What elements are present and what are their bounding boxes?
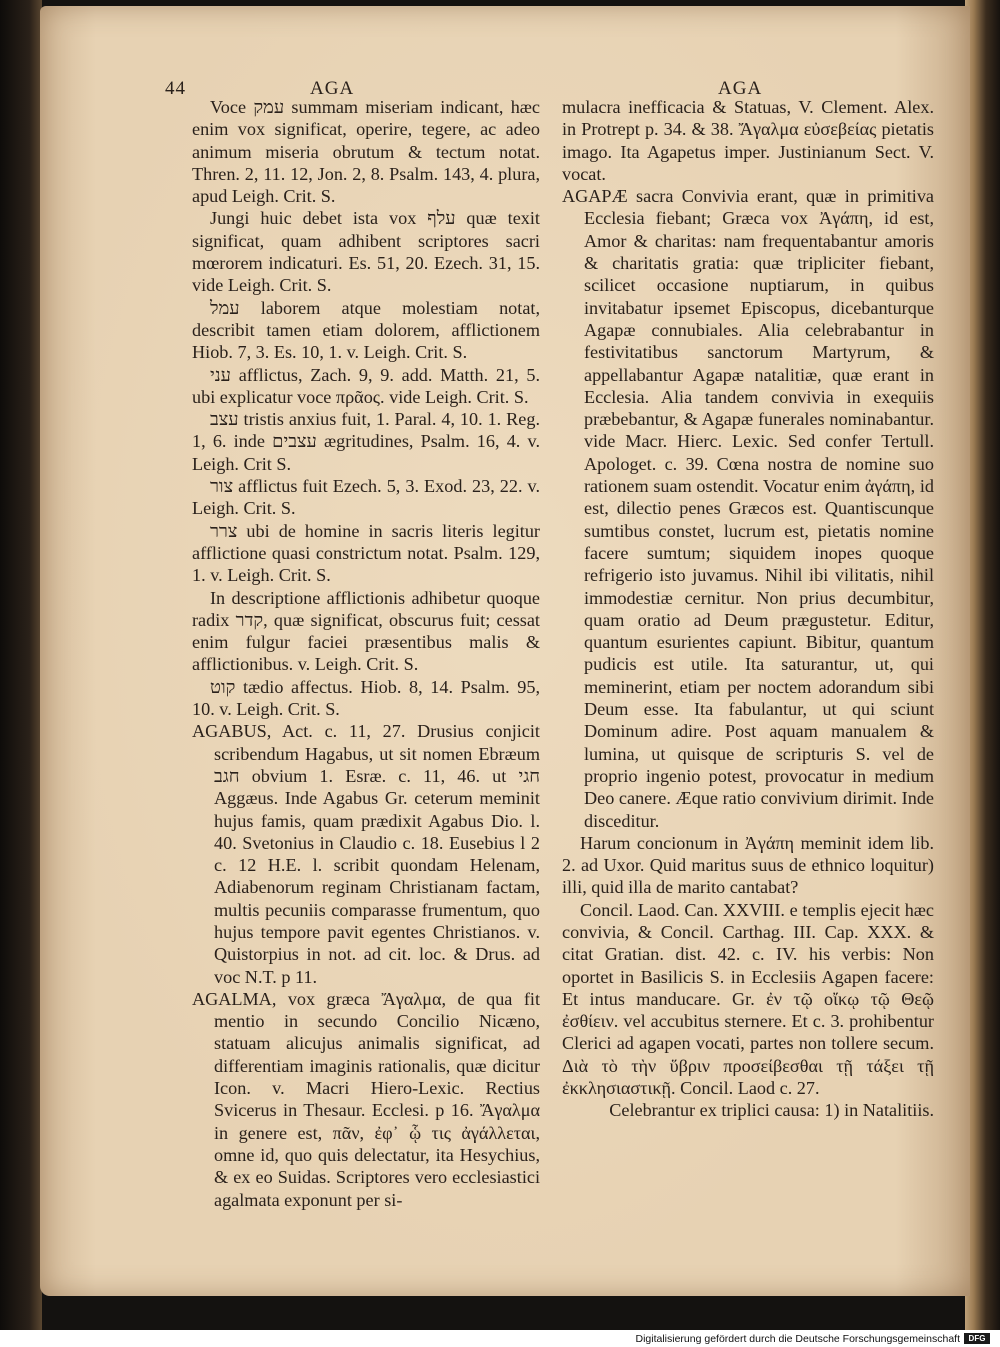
digitization-credit: Digitalisierung gefördert durch die Deutsche Forschungsgemeinschaft [635,1333,960,1345]
scan-edge-left [0,0,42,1330]
entry-paragraph: Celebrantur ex triplici causa: 1) in Natalitiis. [609,1100,934,1121]
entry-paragraph: Voce עמק summam miseriam indicant, hæc enim vox significat, operire, tegere, ac adeo animum miseria obrutum & tectum notat. Thren. 2, 11. 12, Jon. 2, 8. Psalm. 143, 4. plura, apud Leigh. Crit. S. [192,97,541,207]
right-column [562,96,934,1122]
entry-agabus: AGABUS, Act. c. 11, 27. Drusius conjicit scribendum Hagabus, ut sit nomen Ebræum חגב obvium 1. Esræ. c. 11, 46. ut חגי Aggæus. Inde Agabus Gr. ceterum meminit hujus famis, quam prædixit Agabus Dio. l. 40. Svetonius in Claudio c. 18. Eusebius l 2 c. 12 H.E. l. scribit quondam Helenam, Adiabenorum reginam Christianam factam, multis pecuniis comparasse frumentum, quo hujus tempore pavit egentes Christianos. v. Quistorpius in not. ad cit. loc. & Drus. ad voc N.T. p 11. [192,721,540,987]
running-head-left: AGA [310,78,355,99]
entry-paragraph: עמל laborem atque molestiam notat, describit tamen etiam dolorem, afflictionem Hiob. 7, 3. Es. 10, 1. v. Leigh. Crit. S. [192,297,540,363]
entry-paragraph: עני afflictus, Zach. 9, 9. add. Matth. 21, 5. ubi explicatur voce πρᾶος. vide Leigh. Crit. S. [192,364,540,407]
entry-paragraph: עצב tristis anxius fuit, 1. Paral. 4, 10. 1. Reg. 1, 6. inde עצבים ægritudines, Psalm. 16, 4. v. Leigh. Crit S. [192,409,540,474]
entry-paragraph: צרר ubi de homine in sacris literis legitur afflictione quasi constrictum notat. Psalm. 129, 1. v. Leigh. Crit. S. [192,520,540,586]
dfg-logo: DFG [964,1333,990,1344]
entry-paragraph: Concil. Laod. Can. XXVIII. e templis ejecit hæc convivia, & Concil. Carthag. III. Cap. XXX. & citat Gratian. dist. 42. c. IV. his verbis: Non oportet in Basilicis S. in Ecclesiis Agapen facere: Et intus manducare. Gr. ἐν τῷ οἴκῳ τῷ Θεῷ ἐσθίειν. vel accubitus sternere. Et c. 3. prohibentur Clerici ad agapen vocati, partes non tollere secum. Διὰ τὸ τὴν ὕβριν προσείβεσθαι τῇ τάξει τῇ ἐκκλησιαστικῇ. Concil. Laod c. 27. [562,899,934,1099]
entry-paragraph: Jungi huic debet ista vox עלף quæ texit significat, quam adhibent scriptores sacri mœrorem indicaturi. Es. 51, 20. Ezech. 31, 15. vide Leigh. Crit. S. [192,208,540,296]
entry-paragraph: צור afflictus fuit Ezech. 5, 3. Exod. 23, 22. v. Leigh. Crit. S. [192,476,540,519]
scan-edge-right [965,0,1000,1330]
page-number: 44 [165,78,186,99]
entry-paragraph: mulacra inefficacia & Statuas, V. Clement. Alex. in Protrept p. 34. & 38. Ἄγαλμα εὐσεβείας pietatis imago. Ita Agapetus imper. Justinianum Sect. V. vocat. [562,97,934,184]
running-head-right: AGA [718,78,763,99]
entry-paragraph: Harum concionum in Ἀγάπη meminit idem lib. 2. ad Uxor. Quid maritus suus de ethnico loquitur) illi, quid illa de marito cantabat? [562,832,934,898]
entry-paragraph: קוט tædio affectus. Hiob. 8, 14. Psalm. 95, 10. v. Leigh. Crit. S. [192,676,540,720]
left-column [192,96,540,1211]
entry-agalma: AGALMA, vox græca Ἄγαλμα, de qua fit mentio in secundo Concilio Nicæno, statuam alicujus animalis significat, ad differentiam imaginis rationalis, quæ dicitur Icon. v. Macri Hiero-Lexic. Rectius Svicerus in Thesaur. Ecclesi. p 16. Ἄγαλμα in genere est, πᾶν, ἐφ᾽ ᾧ τις ἀγάλλεται, omne id, quo quis delectatur, ita Hesychius, & ex eo Suidas. Scriptores vero ecclesiastici agalmata exponunt per si- [192,988,540,1210]
entry-paragraph: In descriptione afflictionis adhibetur quoque radix קדר, quæ significat, obscurus fuit; cessat enim fulgur faciei præsentibus malis & afflictionibus. v. Leigh. Crit. S. [192,587,540,675]
entry-agapae: AGAPÆ sacra Convivia erant, quæ in primitiva Ecclesia fiebant; Græca vox Ἀγάπη, id est, Amor & charitas: nam frequentabantur amoris & charitatis gratia: quæ tripliciter fiebant, scilicet occasione nuptiarum, in quibus invitabatur ipsemet Episcopus, dicebanturque Agapæ connubiales. Alia celebrabantur in festivitatibus sanctorum Martyrum, & appellabantur Agapæ natalitiæ, quæ erant in Ecclesia. Alia tandem convivia in exequiis præbebantur, & Agapæ funerales nominabantur. vide Macr. Hierc. Lexic. Sed confer Tertull. Apologet. c. 39. Cœna nostra de nomine suo rationem suam ostendit. Vocatur enim ἀγάπη, id est, dilectio penes Græcos est. Quantiscunque sumtibus constet, lucrum est, pietatis nomine facere sumtum; siquidem inopes quoque refrigerio isto juvamus. Nihil ibi vilitatis, nihil immodestiæ cernitur. Non prius decumbitur, quam oratio ad Deum prægustetur. Editur, quantum esurientes capiunt. Bibitur, quantum pudicis est utile. Ita saturantur, ut, qui meminerint, etiam per noctem adorandum sibi Deum esse. Ita fabulantur, ut qui sciunt Dominum adire. Post aquam manualem & lumina, ut quisque de scripturis S. vel de proprio ingenio potest, provocatur in medium Deo canere. Æque ratio convivium dirimit. Inde disceditur. [562,186,934,831]
